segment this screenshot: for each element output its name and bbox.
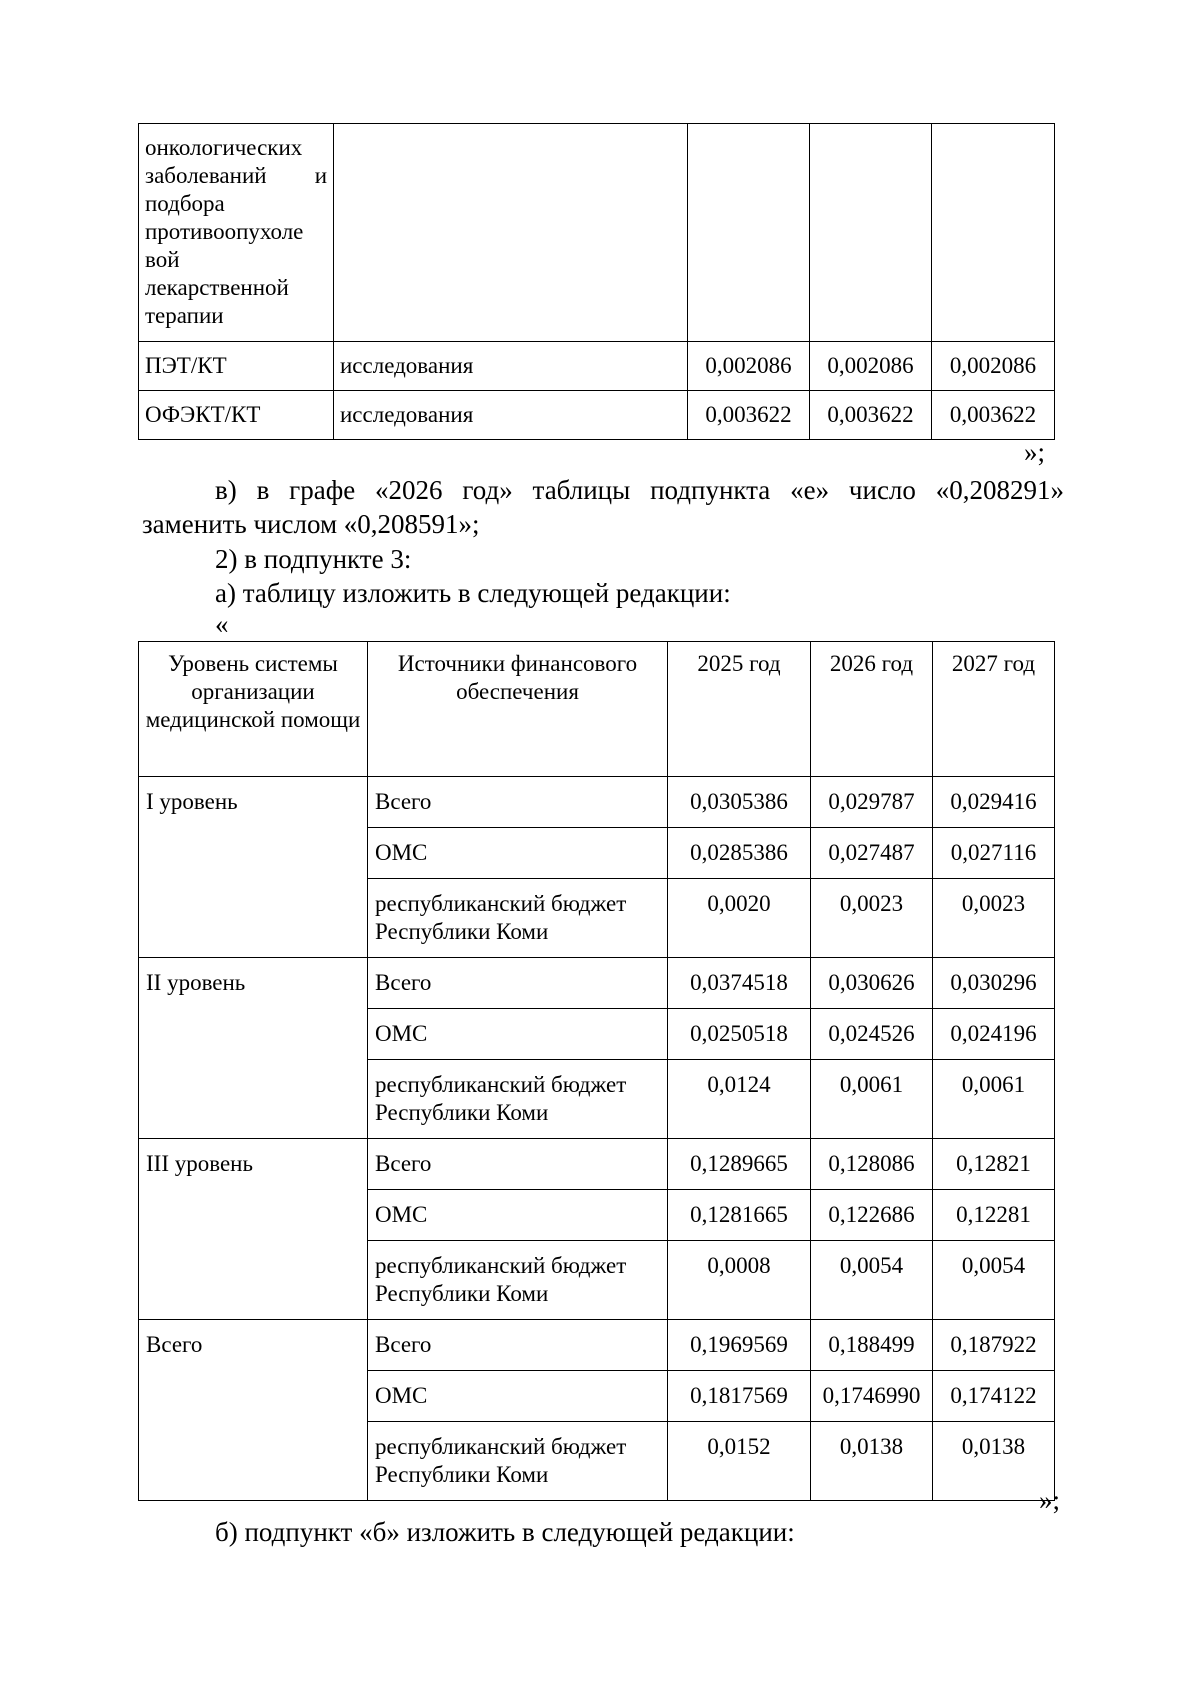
value-cell: 0,1746990 [811,1371,933,1422]
source-cell: Всего [368,777,668,828]
value-cell: 0,1281665 [668,1190,811,1241]
unit-cell: исследования [334,391,688,440]
value-cell: 0,0138 [811,1422,933,1501]
value-cell: 0,122686 [811,1190,933,1241]
opening-quote: « [215,609,229,639]
row-name-cell: ПЭТ/КТ [139,342,334,391]
value-cell: 0,0138 [933,1422,1055,1501]
closing-quote: »; [1024,437,1046,467]
first-cell-line: онкологических [145,135,303,160]
value-cell: 0,0061 [933,1060,1055,1139]
header-source: Источники финансового обеспечения [368,642,668,777]
value-cell: 0,002086 [688,342,810,391]
value-cell: 0,024196 [933,1009,1055,1060]
header-2026: 2026 год [811,642,933,777]
row-name-cell: ОФЭКТ/КТ [139,391,334,440]
value-cell: 0,003622 [688,391,810,440]
paragraph-2: 2) в подпункте 3: [215,544,412,574]
paragraph-a: а) таблицу изложить в следующей редакции: [215,578,731,608]
value-cell: 0,0008 [668,1241,811,1320]
value-cell [932,124,1055,342]
value-cell [688,124,810,342]
source-cell: ОМС [368,1371,668,1422]
table-row [139,958,1055,1009]
source-cell: Всего [368,1320,668,1371]
level-cell: III уровень [139,1139,368,1320]
value-cell: 0,0061 [811,1060,933,1139]
value-cell: 0,1969569 [668,1320,811,1371]
value-cell: 0,1817569 [668,1371,811,1422]
value-cell: 0,003622 [932,391,1055,440]
value-cell: 0,0054 [933,1241,1055,1320]
first-cell-line: терапии [145,303,224,328]
value-cell: 0,1289665 [668,1139,811,1190]
value-cell: 0,0250518 [668,1009,811,1060]
closing-quote: »; [1039,1485,1061,1515]
source-cell: ОМС [368,1190,668,1241]
value-cell: 0,027116 [933,828,1055,879]
value-cell: 0,12821 [933,1139,1055,1190]
source-cell: ОМС [368,1009,668,1060]
source-cell: Всего [368,1139,668,1190]
source-cell: ОМС [368,828,668,879]
value-cell: 0,030296 [933,958,1055,1009]
source-cell: республиканский бюджет Республики Коми [368,1060,668,1139]
source-cell: республиканский бюджет Республики Коми [368,1241,668,1320]
value-cell: 0,187922 [933,1320,1055,1371]
header-2027: 2027 год [933,642,1055,777]
table-row [139,1139,1055,1190]
source-cell: республиканский бюджет Республики Коми [368,879,668,958]
value-cell: 0,0054 [811,1241,933,1320]
table-row [139,342,1055,391]
paragraph-b: б) подпункт «б» изложить в следующей редакции: [215,1517,795,1547]
first-cell-line: лекарственной [145,275,289,300]
value-cell: 0,174122 [933,1371,1055,1422]
header-level: Уровень системы организации медицинской помощи [139,642,368,777]
table-row [139,1320,1055,1371]
table-row [139,391,1055,440]
first-cell-line: вой [145,247,180,272]
header-2025: 2025 год [668,642,811,777]
value-cell: 0,0023 [933,879,1055,958]
unit-cell: исследования [334,342,688,391]
value-cell: 0,029787 [811,777,933,828]
paragraph-v-line1: в) в графе «2026 год» таблицы подпункта «е» число «0,208291» [215,475,1064,505]
value-cell: 0,0124 [668,1060,811,1139]
value-cell: 0,024526 [811,1009,933,1060]
table-row [139,124,1055,342]
level-cell: Всего [139,1320,368,1501]
value-cell: 0,029416 [933,777,1055,828]
table-row [139,777,1055,828]
first-cell-word: и [314,163,327,188]
financing-table [138,641,1055,1501]
value-cell: 0,128086 [811,1139,933,1190]
value-cell: 0,0023 [811,879,933,958]
value-cell: 0,0374518 [668,958,811,1009]
value-cell: 0,188499 [811,1320,933,1371]
source-cell: Всего [368,958,668,1009]
value-cell: 0,002086 [932,342,1055,391]
level-cell: II уровень [139,958,368,1139]
value-cell: 0,0285386 [668,828,811,879]
level-cell: I уровень [139,777,368,958]
value-cell [810,124,932,342]
first-cell-word: заболеваний [145,163,267,188]
first-cell-line [145,162,327,190]
value-cell: 0,002086 [810,342,932,391]
first-cell-line: подбора [145,191,225,216]
unit-cell [334,124,688,342]
paragraph-v-line2: заменить числом «0,208591»; [142,509,480,539]
value-cell: 0,0152 [668,1422,811,1501]
value-cell: 0,0305386 [668,777,811,828]
value-cell: 0,12281 [933,1190,1055,1241]
table-header-row [139,642,1055,777]
value-cell: 0,0020 [668,879,811,958]
value-cell: 0,027487 [811,828,933,879]
value-cell: 0,030626 [811,958,933,1009]
first-cell-line: противоопухоле [145,219,304,244]
value-cell: 0,003622 [810,391,932,440]
row-name-cell [139,124,334,342]
source-cell: республиканский бюджет Республики Коми [368,1422,668,1501]
table-continuation [138,123,1055,440]
